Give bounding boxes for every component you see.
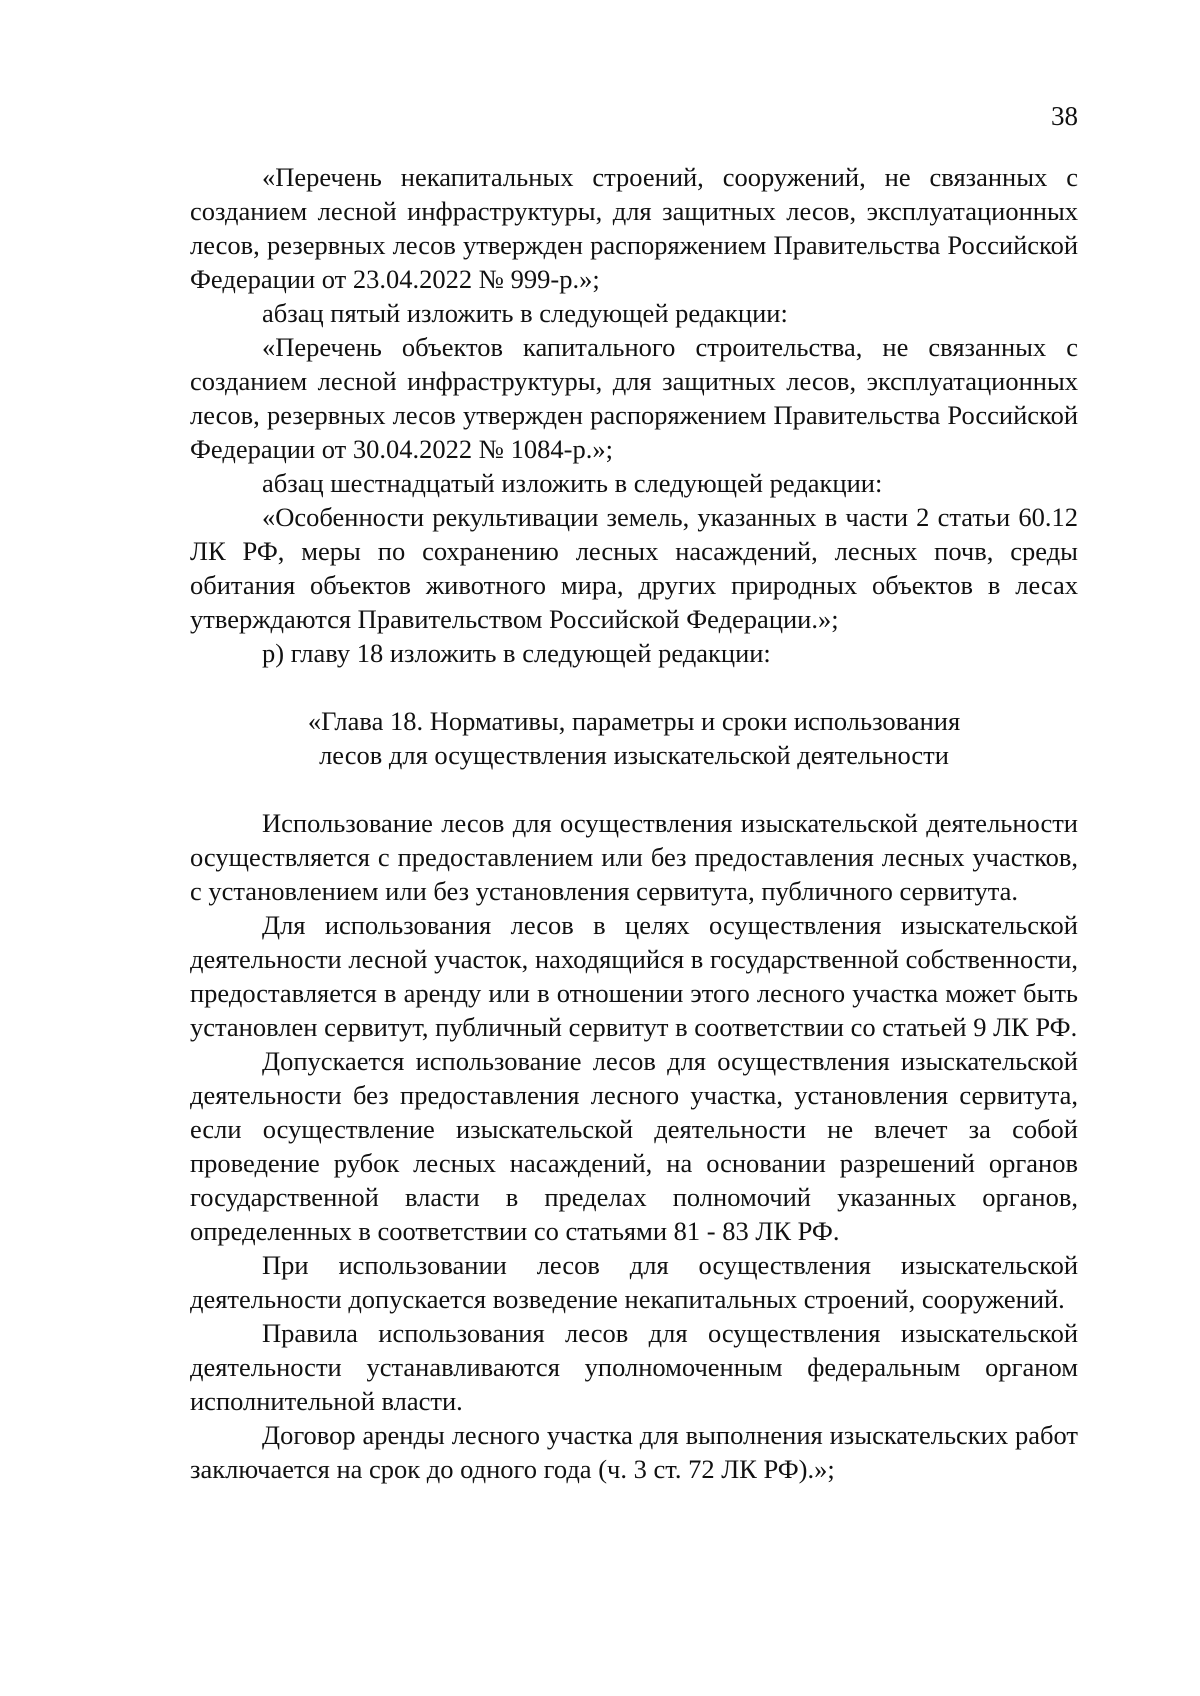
paragraph-list-of-noncapital-structures: «Перечень некапитальных строений, сооружений, не связанных с созданием лесной инфраструктуры, для защитных лесов, эксплуатационных лесов, резервных лесов утвержден распоряжением Правительства Российской Федерации от 23.04.2022 № 999-р.»; — [190, 162, 1078, 294]
paragraph-noncapital-construction: При использовании лесов для осуществления изыскательской деятельности допускается возведение некапитальных строений, сооружений. — [190, 1250, 1078, 1314]
paragraph-reclamation-features: «Особенности рекультивации земель, указанных в части 2 статьи 60.12 ЛК РФ, меры по сохранению лесных насаждений, лесных почв, среды обитания объектов животного мира, других природных объектов в лесах утверждаются Правительством Российской Федерации.»; — [190, 502, 1078, 634]
paragraph-amend-sixteenth: абзац шестнадцатый изложить в следующей редакции: — [262, 468, 883, 498]
paragraph-amend-chapter-18: р) главу 18 изложить в следующей редакции: — [262, 638, 771, 668]
paragraph-amend-fifth: абзац пятый изложить в следующей редакции: — [262, 298, 788, 328]
paragraph-use-of-forests: Использование лесов для осуществления изыскательской деятельности осуществляется с предоставлением или без предоставления лесных участков, с установлением или без установления сервитута, публичного сервитута. — [190, 808, 1078, 906]
chapter-heading — [190, 704, 1078, 772]
chapter-heading-line-1: «Глава 18. Нормативы, параметры и сроки использования — [307, 706, 961, 736]
paragraph-rules-of-use: Правила использования лесов для осуществления изыскательской деятельности устанавливаются уполномоченным федеральным органом исполнительной власти. — [190, 1318, 1078, 1416]
paragraph-without-plot: Допускается использование лесов для осуществления изыскательской деятельности без предоставления лесного участка, установления сервитута, если осуществление изыскательской деятельности не влечет за собой проведение рубок лесных насаждений, на основании разрешений органов государственной власти в пределах полномочий указанных органов, определенных в соответствии со статьями 81 - 83 ЛК РФ. — [190, 1046, 1078, 1246]
chapter-heading-line-2: лесов для осуществления изыскательской деятельности — [319, 740, 949, 770]
paragraph-lease-term: Договор аренды лесного участка для выполнения изыскательских работ заключается на срок до одного года (ч. 3 ст. 72 ЛК РФ).»; — [190, 1420, 1078, 1484]
paragraph-list-of-capital-objects: «Перечень объектов капитального строительства, не связанных с созданием лесной инфраструктуры, для защитных лесов, эксплуатационных лесов, резервных лесов утвержден распоряжением Правительства Российской Федерации от 30.04.2022 № 1084-р.»; — [190, 332, 1078, 464]
page-number: 38 — [1051, 101, 1078, 131]
paragraph-lease-or-servitude: Для использования лесов в целях осуществления изыскательской деятельности лесной участок, находящийся в государственной собственности, предоставляется в аренду или в отношении этого лесного участка может быть установлен сервитут, публичный сервитут в соответствии со статьей 9 ЛК РФ. — [190, 910, 1078, 1042]
document-body — [190, 160, 1078, 1486]
